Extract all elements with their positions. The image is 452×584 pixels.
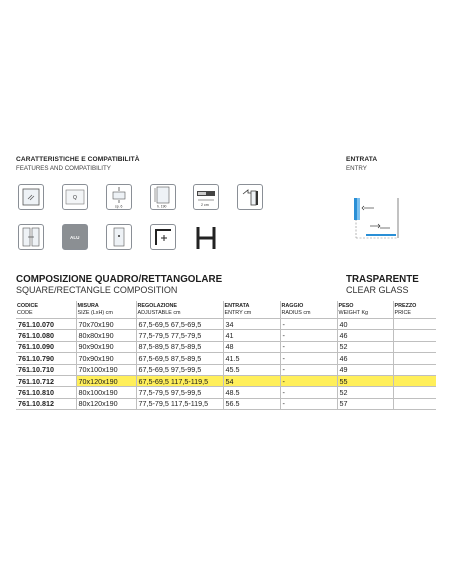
- adjustable-size-label: sp. 6: [115, 204, 123, 209]
- cell-weight: 49: [337, 364, 393, 375]
- cell-entry: 41: [223, 330, 280, 341]
- cell-price: [393, 387, 436, 398]
- cell-weight: 40: [337, 319, 393, 330]
- cell-adjustable: 67,5-69,5 87,5-89,5: [136, 353, 223, 364]
- table-header-row: [16, 301, 436, 319]
- profile-2cm-icon: [193, 184, 219, 210]
- header-size: MISURA SIZE (LxH) cm: [76, 301, 136, 319]
- cell-price: [393, 319, 436, 330]
- cell-radius: -: [280, 341, 337, 352]
- cell-size: 80x100x190: [76, 387, 136, 398]
- cell-code: 761.10.790: [16, 353, 76, 364]
- cell-entry: 48: [223, 341, 280, 352]
- cell-weight: 55: [337, 375, 393, 386]
- cell-radius: -: [280, 319, 337, 330]
- cell-weight: 52: [337, 387, 393, 398]
- cell-code: 761.10.090: [16, 341, 76, 352]
- cell-weight: 57: [337, 398, 393, 409]
- h-profile-icon: [192, 224, 220, 252]
- cell-radius: -: [280, 353, 337, 364]
- cell-radius: -: [280, 398, 337, 409]
- table-row: [16, 387, 436, 398]
- cell-weight: 46: [337, 353, 393, 364]
- cell-price: [393, 375, 436, 386]
- cell-radius: -: [280, 375, 337, 386]
- sliding-door-icon: [18, 224, 44, 250]
- entry-diagram: [344, 184, 406, 246]
- cell-size: 90x90x190: [76, 341, 136, 352]
- square-tray-label: Q: [73, 195, 77, 201]
- cell-entry: 48.5: [223, 387, 280, 398]
- cell-adjustable: 67,5-69,5 97,5-99,5: [136, 364, 223, 375]
- cell-code: 761.10.712: [16, 375, 76, 386]
- corner-add-icon: [150, 224, 176, 250]
- aluminium-label: ALU: [70, 235, 80, 240]
- glass-pattern-icon: [18, 184, 44, 210]
- cell-size: 70x100x190: [76, 364, 136, 375]
- cell-entry: 41.5: [223, 353, 280, 364]
- cell-adjustable: 77,5-79,5 117,5-119,5: [136, 398, 223, 409]
- table-row: [16, 353, 436, 364]
- cell-size: 80x120x190: [76, 398, 136, 409]
- cell-size: 70x120x190: [76, 375, 136, 386]
- entry-subtitle: ENTRY: [346, 165, 367, 172]
- cell-size: 70x70x190: [76, 319, 136, 330]
- glass-type-title: TRASPARENTE: [346, 274, 419, 285]
- cell-weight: 52: [337, 341, 393, 352]
- cell-code: 761.10.080: [16, 330, 76, 341]
- cell-adjustable: 67,5-69,5 117,5-119,5: [136, 375, 223, 386]
- header-code: CODICE CODE: [17, 303, 38, 316]
- cell-weight: 46: [337, 330, 393, 341]
- square-tray-icon: [62, 184, 88, 210]
- entry-title: ENTRATA: [346, 156, 378, 163]
- table-row: [16, 319, 436, 330]
- cell-adjustable: 87,5-89,5 87,5-89,5: [136, 341, 223, 352]
- cell-price: [393, 353, 436, 364]
- cell-radius: -: [280, 387, 337, 398]
- cell-radius: -: [280, 330, 337, 341]
- table-row: [16, 330, 436, 341]
- header-entry: ENTRATA ENTRY cm: [223, 301, 280, 319]
- composition-title: COMPOSIZIONE QUADRO/RETTANGOLARE: [16, 274, 223, 285]
- cell-entry: 54: [223, 375, 280, 386]
- aluminium-icon: [62, 224, 88, 250]
- panel-icon: [106, 224, 132, 250]
- cell-adjustable: 77,5-79,5 97,5-99,5: [136, 387, 223, 398]
- cell-code: 761.10.812: [16, 398, 76, 409]
- table-row: [16, 341, 436, 352]
- height-190-icon: [150, 184, 176, 210]
- cell-adjustable: 77,5-79,5 77,5-79,5: [136, 330, 223, 341]
- cell-code: 761.10.710: [16, 364, 76, 375]
- cell-price: [393, 330, 436, 341]
- cell-price: [393, 341, 436, 352]
- adjustable-size-icon: [106, 184, 132, 210]
- table-row: [16, 398, 436, 409]
- composition-subtitle: SQUARE/RECTANGLE COMPOSITION: [16, 285, 178, 295]
- glass-type-subtitle: CLEAR GLASS: [346, 285, 409, 295]
- cell-size: 80x80x190: [76, 330, 136, 341]
- height-label: h. 190: [157, 204, 167, 209]
- cell-price: [393, 398, 436, 409]
- product-table: [16, 301, 436, 410]
- header-price: PREZZO PRICE: [393, 301, 436, 319]
- cell-adjustable: 67,5-69,5 67,5-69,5: [136, 319, 223, 330]
- reversible-door-icon: [237, 184, 263, 210]
- table-row-highlighted: [16, 375, 436, 386]
- cell-size: 70x90x190: [76, 353, 136, 364]
- cell-price: [393, 364, 436, 375]
- cell-entry: 56.5: [223, 398, 280, 409]
- cell-code: 761.10.070: [16, 319, 76, 330]
- header-weight: PESO WEIGHT Kg: [337, 301, 393, 319]
- header-radius: RAGGIO RADIUS cm: [280, 301, 337, 319]
- features-subtitle: FEATURES AND COMPATIBILITY: [16, 165, 111, 172]
- features-title: CARATTERISTICHE E COMPATIBILITÀ: [16, 156, 140, 163]
- table-row: [16, 364, 436, 375]
- cell-code: 761.10.810: [16, 387, 76, 398]
- cell-entry: 34: [223, 319, 280, 330]
- header-adjustable: REGOLAZIONE ADJUSTABLE cm: [136, 301, 223, 319]
- profile-label: 2 cm: [201, 203, 209, 207]
- cell-radius: -: [280, 364, 337, 375]
- cell-entry: 45.5: [223, 364, 280, 375]
